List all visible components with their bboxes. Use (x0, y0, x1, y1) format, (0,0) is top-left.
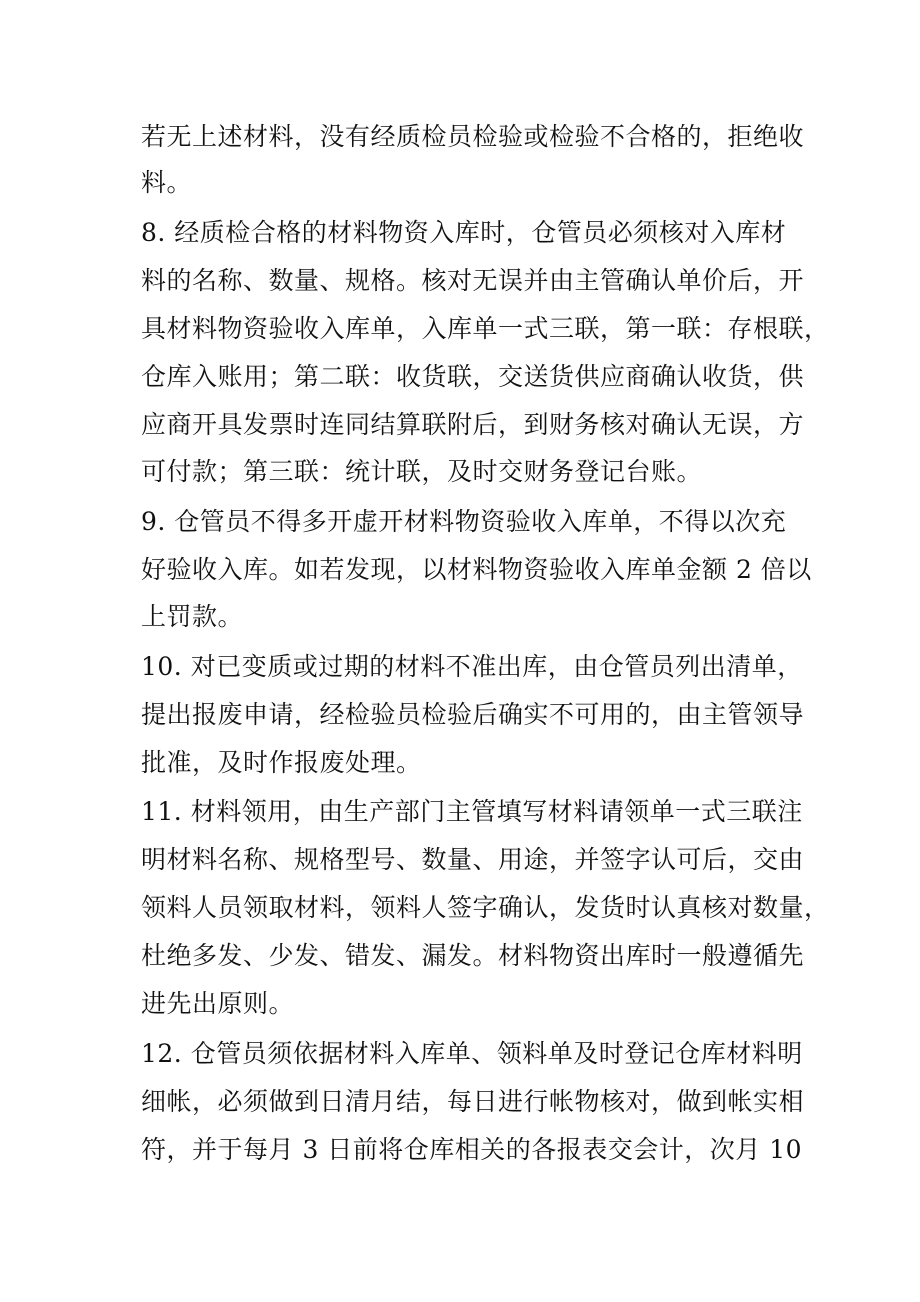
text-line: 料。 (141, 168, 193, 197)
text-line: 12. 仓管员须依据材料入库单、领料单及时登记仓库材料明 (141, 1039, 803, 1068)
text-line: 具材料物资验收入库单，入库单一式三联，第一联：存根联， (141, 314, 830, 343)
text-line: 细帐，必须做到日清月结，每日进行帐物核对，做到帐实相 (141, 1087, 805, 1116)
text-line: 可付款；第三联：统计联，及时交财务登记台账。 (141, 457, 703, 486)
text-line: 进先出原则。 (141, 989, 295, 1018)
text-line: 符，并于每月 3 日前将仓库相关的各报表交会计，次月 10 (141, 1135, 803, 1164)
text-line: 10. 对已变质或过期的材料不准出库，由仓管员列出清单， (141, 652, 803, 681)
text-line: 杜绝多发、少发、错发、漏发。材料物资出库时一般遵循先 (141, 941, 805, 970)
text-line: 若无上述材料，没有经质检员检验或检验不合格的，拒绝收 (141, 122, 805, 151)
text-line: 仓库入账用；第二联：收货联，交送货供应商确认收货，供 (141, 362, 805, 391)
text-line: 料的名称、数量、规格。核对无误并由主管确认单价后，开 (141, 266, 805, 295)
text-line: 提出报废申请，经检验员检验后确实不可用的，由主管领导 (141, 700, 805, 729)
text-line: 上罚款。 (141, 602, 244, 631)
text-line: 8. 经质检合格的材料物资入库时，仓管员必须核对入库材 (141, 218, 787, 247)
text-line: 明材料名称、规格型号、数量、用途，并签字认可后，交由 (141, 845, 805, 874)
text-line: 11. 材料领用，由生产部门主管填写材料请领单一式三联注 (141, 797, 803, 826)
text-line: 领料人员领取材料，领料人签字确认，发货时认真核对数量， (141, 893, 830, 922)
text-line: 应商开具发票时连同结算联附后，到财务核对确认无误，方 (141, 410, 805, 439)
text-line: 批准，及时作报废处理。 (141, 748, 422, 777)
text-line: 9. 仓管员不得多开虚开材料物资验收入库单，不得以次充 (141, 507, 787, 536)
text-line: 好验收入库。如若发现，以材料物资验收入库单金额 2 倍以 (141, 555, 812, 584)
